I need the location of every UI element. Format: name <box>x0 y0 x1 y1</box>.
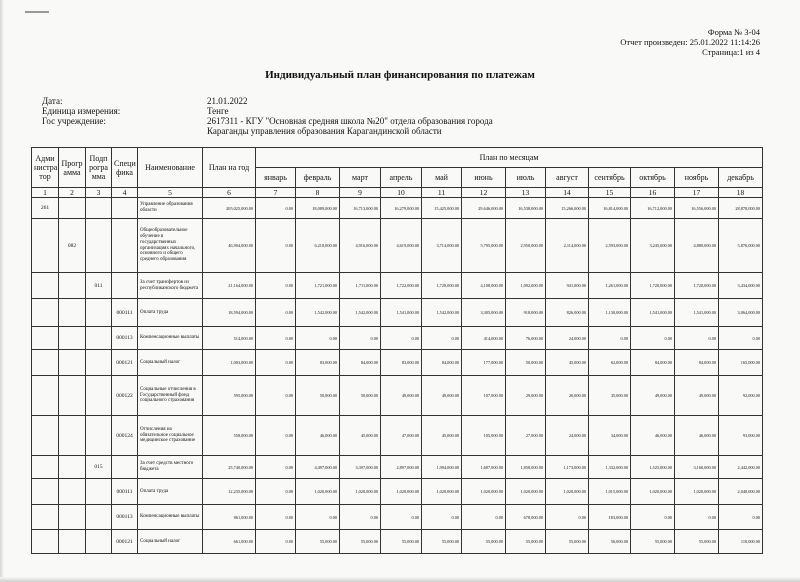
month-value-11: 55,000.00 <box>675 530 719 554</box>
month-value-11: 3,160,000.00 <box>675 456 719 479</box>
month-value-2: 46,000.00 <box>296 416 340 456</box>
month-value-4: 55,000.00 <box>381 530 422 554</box>
month-value-12: 92,000.00 <box>719 376 763 416</box>
month-value-7: 1,020,000.00 <box>506 479 546 505</box>
specifics-code <box>112 456 138 479</box>
month-value-8: 24,000.00 <box>546 327 589 350</box>
col-number-9: 9 <box>340 188 381 198</box>
month-value-10: 84,000.00 <box>631 350 675 376</box>
month-value-4: 1,722,000.00 <box>381 273 422 299</box>
month-value-3: 45,000.00 <box>340 416 381 456</box>
program-code <box>59 198 86 219</box>
col-number-11: 11 <box>422 188 462 198</box>
month-value-1: 0.00 <box>256 327 296 350</box>
subprogram-code <box>86 327 112 350</box>
month-header-9: сентябрь <box>589 168 631 188</box>
month-value-3: 0.00 <box>340 505 381 530</box>
month-value-12: 0.00 <box>719 327 763 350</box>
month-header-12: декабрь <box>719 168 763 188</box>
subprogram-code <box>86 219 112 273</box>
plan-year-value: 46,904,000.00 <box>203 219 256 273</box>
month-value-1: 0.00 <box>256 198 296 219</box>
month-value-3: 1,711,000.00 <box>340 273 381 299</box>
specifics-code: 000113 <box>112 505 138 530</box>
plan-year-value: 25,740,000.00 <box>203 456 256 479</box>
program-code <box>59 416 86 456</box>
specifics-code <box>112 273 138 299</box>
month-value-5: 84,000.00 <box>422 350 462 376</box>
table-row <box>32 376 763 416</box>
month-value-2: 50,000.00 <box>296 376 340 416</box>
month-value-12: 3,064,000.00 <box>719 299 763 327</box>
month-header-3: март <box>340 168 381 188</box>
month-value-4: 47,000.00 <box>381 416 422 456</box>
program-code <box>59 479 86 505</box>
date-value: 21.01.2022 <box>207 96 248 106</box>
month-value-3: 16,713,000.00 <box>340 198 381 219</box>
specifics-code: 000121 <box>112 530 138 554</box>
month-value-3: 84,000.00 <box>340 350 381 376</box>
report-produced: Отчет произведен: 25.01.2022 11:14:26 <box>620 37 760 47</box>
month-value-10: 0.00 <box>631 505 675 530</box>
month-value-11: 84,000.00 <box>675 350 719 376</box>
month-value-5: 3,714,000.00 <box>422 219 462 273</box>
subprogram-code <box>86 376 112 416</box>
month-value-10: 1,020,000.00 <box>631 479 675 505</box>
specifics-code: 000111 <box>112 299 138 327</box>
month-header-11: ноябрь <box>675 168 719 188</box>
month-value-10: 1,541,000.00 <box>631 299 675 327</box>
month-value-4: 1,020,000.00 <box>381 479 422 505</box>
month-value-12: 3,434,000.00 <box>719 273 763 299</box>
month-value-7: 1,858,000.00 <box>506 456 546 479</box>
program-code <box>59 327 86 350</box>
month-value-3: 1,020,000.00 <box>340 479 381 505</box>
month-value-11: 0.00 <box>675 505 719 530</box>
admin-code <box>32 416 59 456</box>
admin-code <box>32 456 59 479</box>
plan-year-value: 861,000.00 <box>203 505 256 530</box>
month-value-8: 1,173,000.00 <box>546 456 589 479</box>
month-value-4: 0.00 <box>381 505 422 530</box>
month-value-12: 0.00 <box>719 505 763 530</box>
month-value-1: 0.00 <box>256 479 296 505</box>
month-value-12: 2,040,000.00 <box>719 479 763 505</box>
month-value-6: 177,000.00 <box>462 350 506 376</box>
month-value-1: 0.00 <box>256 505 296 530</box>
month-value-5: 1,994,000.00 <box>422 456 462 479</box>
row-name: За счет средств местного бюджета <box>138 456 203 479</box>
table-row <box>32 299 763 327</box>
table-row <box>32 219 763 273</box>
month-value-6: 1,020,000.00 <box>462 479 506 505</box>
col-specifics-header: Специ фика <box>112 148 138 188</box>
month-value-10: 3,245,000.00 <box>631 219 675 273</box>
plan-year-value: 514,000.00 <box>203 327 256 350</box>
col-name-header: Наименование <box>138 148 203 188</box>
scan-shadow-left <box>0 0 4 582</box>
month-value-6: 1,687,000.00 <box>462 456 506 479</box>
plan-year-value: 1,003,000.00 <box>203 350 256 376</box>
month-value-9: 16,814,000.00 <box>589 198 631 219</box>
program-code <box>59 530 86 554</box>
table-row <box>32 505 763 530</box>
admin-code <box>32 505 59 530</box>
month-value-8: 1,020,000.00 <box>546 479 589 505</box>
row-name: За счет трансфертов из республиканского бюджета <box>138 273 203 299</box>
specifics-code: 000111 <box>112 479 138 505</box>
col-number-4: 4 <box>112 188 138 198</box>
month-value-1: 0.00 <box>256 219 296 273</box>
month-value-5: 0.00 <box>422 505 462 530</box>
subprogram-code <box>86 530 112 554</box>
subprogram-code <box>86 198 112 219</box>
month-value-11: 1,720,000.00 <box>675 273 719 299</box>
month-value-6: 55,000.00 <box>462 530 506 554</box>
col-number-14: 14 <box>546 188 589 198</box>
col-subprogram-header: Подп рогра мма <box>86 148 112 188</box>
col-number-7: 7 <box>256 188 296 198</box>
month-value-1: 0.00 <box>256 273 296 299</box>
month-value-9: 1,332,000.00 <box>589 456 631 479</box>
table-row <box>32 273 763 299</box>
month-header-2: февраль <box>296 168 340 188</box>
specifics-code <box>112 219 138 273</box>
month-value-9: 0.00 <box>589 327 631 350</box>
month-value-7: 29,000.00 <box>506 376 546 416</box>
month-header-10: октябрь <box>631 168 675 188</box>
month-value-9: 183,000.00 <box>589 505 631 530</box>
row-name: Общеобразовательное обучение в государственных организациях начального, основного и общего среднего образования <box>138 219 203 273</box>
col-number-18: 18 <box>719 188 763 198</box>
document-title: Индивидуальный план финансирования по платежам <box>265 69 535 81</box>
month-value-11: 4,880,000.00 <box>675 219 719 273</box>
table-row <box>32 530 763 554</box>
program-code <box>59 456 86 479</box>
month-value-8: 26,000.00 <box>546 376 589 416</box>
subprogram-code <box>86 479 112 505</box>
subprogram-code <box>86 350 112 376</box>
month-header-6: июнь <box>462 168 506 188</box>
month-header-7: июль <box>506 168 546 188</box>
month-value-7: 50,000.00 <box>506 350 546 376</box>
month-value-12: 5,876,000.00 <box>719 219 763 273</box>
specifics-code: 000122 <box>112 376 138 416</box>
month-value-1: 0.00 <box>256 350 296 376</box>
month-value-6: 5,795,000.00 <box>462 219 506 273</box>
row-name: Социальный налог <box>138 350 203 376</box>
month-value-6: 29,646,000.00 <box>462 198 506 219</box>
month-value-5: 0.00 <box>422 327 462 350</box>
admin-code <box>32 350 59 376</box>
col-number-1: 1 <box>32 188 59 198</box>
program-code <box>59 505 86 530</box>
month-value-11: 16,556,000.00 <box>675 198 719 219</box>
month-value-3: 50,000.00 <box>340 376 381 416</box>
month-value-9: 62,000.00 <box>589 350 631 376</box>
month-value-9: 2,593,000.00 <box>589 219 631 273</box>
month-value-6: 4,108,000.00 <box>462 273 506 299</box>
month-value-2: 1,721,000.00 <box>296 273 340 299</box>
unit-value: Тенге <box>207 106 229 116</box>
month-value-5: 15,425,000.00 <box>422 198 462 219</box>
month-value-10: 49,000.00 <box>631 376 675 416</box>
month-value-1: 0.00 <box>256 456 296 479</box>
col-number-8: 8 <box>296 188 340 198</box>
table-row <box>32 416 763 456</box>
month-value-7: 55,000.00 <box>506 530 546 554</box>
admin-code <box>32 376 59 416</box>
month-value-7: 918,000.00 <box>506 299 546 327</box>
row-name: Оплата труда <box>138 479 203 505</box>
date-label: Дата: <box>42 96 63 106</box>
month-value-7: 27,000.00 <box>506 416 546 456</box>
month-value-2: 83,000.00 <box>296 350 340 376</box>
table-row <box>32 479 763 505</box>
subprogram-code <box>86 299 112 327</box>
row-name: Социальный налог <box>138 530 203 554</box>
form-number: Форма № 3-04 <box>707 27 760 37</box>
table-row <box>32 198 763 219</box>
month-value-2: 0.00 <box>296 505 340 530</box>
row-name: Оплата труда <box>138 299 203 327</box>
month-value-10: 55,000.00 <box>631 530 675 554</box>
month-value-5: 1,542,000.00 <box>422 299 462 327</box>
month-value-10: 1,525,000.00 <box>631 456 675 479</box>
month-value-7: 76,000.00 <box>506 327 546 350</box>
col-number-3: 3 <box>86 188 112 198</box>
month-value-11: 1,020,000.00 <box>675 479 719 505</box>
month-value-6: 0.00 <box>462 505 506 530</box>
scan-mark <box>25 11 49 13</box>
specifics-code: 000113 <box>112 327 138 350</box>
month-value-3: 0.00 <box>340 327 381 350</box>
program-code <box>59 350 86 376</box>
month-value-8: 55,000.00 <box>546 530 589 554</box>
month-value-9: 56,000.00 <box>589 530 631 554</box>
month-value-7: 2,950,000.00 <box>506 219 546 273</box>
scan-shadow-bottom <box>0 577 800 582</box>
month-value-5: 45,000.00 <box>422 416 462 456</box>
col-number-6: 6 <box>203 188 256 198</box>
row-name: Управление образования области <box>138 198 203 219</box>
admin-code: 261 <box>32 198 59 219</box>
program-code: 082 <box>59 219 86 273</box>
admin-code <box>32 530 59 554</box>
subprogram-code <box>86 505 112 530</box>
specifics-code: 000121 <box>112 350 138 376</box>
program-code <box>59 376 86 416</box>
month-value-11: 46,000.00 <box>675 416 719 456</box>
month-value-9: 1,261,000.00 <box>589 273 631 299</box>
month-value-6: 414,000.00 <box>462 327 506 350</box>
month-value-7: 16,538,000.00 <box>506 198 546 219</box>
page-counter: Страница:1 из 4 <box>702 47 760 57</box>
month-value-4: 83,000.00 <box>381 350 422 376</box>
financing-plan-table <box>31 147 763 554</box>
month-header-4: апрель <box>381 168 422 188</box>
month-value-2: 4,497,000.00 <box>296 456 340 479</box>
month-header-5: май <box>422 168 462 188</box>
admin-code <box>32 327 59 350</box>
month-value-2: 6,218,000.00 <box>296 219 340 273</box>
col-number-10: 10 <box>381 188 422 198</box>
month-header-1: январь <box>256 168 296 188</box>
month-value-3: 3,397,000.00 <box>340 456 381 479</box>
plan-year-value: 21,164,000.00 <box>203 273 256 299</box>
month-value-6: 107,000.00 <box>462 376 506 416</box>
row-name: Компенсационные выплаты <box>138 505 203 530</box>
month-value-8: 24,000.00 <box>546 416 589 456</box>
month-value-8: 45,000.00 <box>546 350 589 376</box>
month-value-2: 55,000.00 <box>296 530 340 554</box>
month-value-11: 1,541,000.00 <box>675 299 719 327</box>
month-value-7: 1,092,000.00 <box>506 273 546 299</box>
col-admin-header: Адми нистра тор <box>32 148 59 188</box>
month-value-8: 15,266,000.00 <box>546 198 589 219</box>
month-value-12: 110,000.00 <box>719 530 763 554</box>
month-value-4: 49,000.00 <box>381 376 422 416</box>
month-value-9: 1,015,000.00 <box>589 479 631 505</box>
month-value-6: 3,305,000.00 <box>462 299 506 327</box>
col-number-16: 16 <box>631 188 675 198</box>
subprogram-code <box>86 416 112 456</box>
admin-code <box>32 299 59 327</box>
plan-year-value: 661,000.00 <box>203 530 256 554</box>
month-header-8: август <box>546 168 589 188</box>
month-value-4: 2,897,000.00 <box>381 456 422 479</box>
col-number-17: 17 <box>675 188 719 198</box>
month-value-1: 0.00 <box>256 299 296 327</box>
col-number-12: 12 <box>462 188 506 198</box>
month-value-12: 2,442,000.00 <box>719 456 763 479</box>
subprogram-code: 015 <box>86 456 112 479</box>
month-value-10: 16,712,000.00 <box>631 198 675 219</box>
month-value-5: 55,000.00 <box>422 530 462 554</box>
row-name: Отчисления на обязательное социальное медицинское страхование <box>138 416 203 456</box>
month-value-8: 2,114,000.00 <box>546 219 589 273</box>
col-program-header: Прогр амма <box>59 148 86 188</box>
col-number-2: 2 <box>59 188 86 198</box>
month-value-9: 34,000.00 <box>589 416 631 456</box>
month-value-11: 0.00 <box>675 327 719 350</box>
month-value-5: 1,020,000.00 <box>422 479 462 505</box>
col-number-15: 15 <box>589 188 631 198</box>
plan-year-value: 558,000.00 <box>203 416 256 456</box>
month-value-1: 0.00 <box>256 376 296 416</box>
col-number-5: 5 <box>138 188 203 198</box>
unit-label: Единица измерения: <box>42 106 121 116</box>
month-value-5: 49,000.00 <box>422 376 462 416</box>
month-value-2: 18,089,000.00 <box>296 198 340 219</box>
month-value-12: 28,878,000.00 <box>719 198 763 219</box>
specifics-code: 000124 <box>112 416 138 456</box>
month-value-2: 1,542,000.00 <box>296 299 340 327</box>
months-group-header: План по месяцам <box>256 148 763 168</box>
institution-value-line1: 2617311 - КГУ "Основная средняя школа №20" отдела образования города <box>207 116 493 126</box>
month-value-4: 0.00 <box>381 327 422 350</box>
month-value-9: 35,000.00 <box>589 376 631 416</box>
month-value-10: 0.00 <box>631 327 675 350</box>
month-value-4: 1,541,000.00 <box>381 299 422 327</box>
month-value-3: 4,916,000.00 <box>340 219 381 273</box>
plan-year-value: 205,025,000.00 <box>203 198 256 219</box>
month-value-4: 4,619,000.00 <box>381 219 422 273</box>
row-name: Компенсационные выплаты <box>138 327 203 350</box>
row-name: Социальные отчисления в Государственный фонд социального страхования <box>138 376 203 416</box>
month-value-1: 0.00 <box>256 530 296 554</box>
month-value-8: 0.00 <box>546 505 589 530</box>
month-value-8: 826,000.00 <box>546 299 589 327</box>
month-value-6: 105,000.00 <box>462 416 506 456</box>
subprogram-code: 011 <box>86 273 112 299</box>
col-number-13: 13 <box>506 188 546 198</box>
institution-label: Гос учреждение: <box>42 116 106 126</box>
month-value-1: 0.00 <box>256 416 296 456</box>
month-value-12: 165,000.00 <box>719 350 763 376</box>
month-value-12: 93,000.00 <box>719 416 763 456</box>
month-value-8: 941,000.00 <box>546 273 589 299</box>
plan-year-value: 18,594,000.00 <box>203 299 256 327</box>
admin-code <box>32 219 59 273</box>
plan-year-value: 595,000.00 <box>203 376 256 416</box>
month-value-4: 16,279,000.00 <box>381 198 422 219</box>
col-plan-header: План на год <box>203 148 256 188</box>
specifics-code <box>112 198 138 219</box>
admin-code <box>32 479 59 505</box>
plan-year-value: 12,235,000.00 <box>203 479 256 505</box>
admin-code <box>32 273 59 299</box>
month-value-5: 1,720,000.00 <box>422 273 462 299</box>
institution-value-line2: Караганды управления образования Карагандинской области <box>207 126 442 136</box>
program-code <box>59 273 86 299</box>
month-value-2: 1,020,000.00 <box>296 479 340 505</box>
month-value-3: 55,000.00 <box>340 530 381 554</box>
month-value-3: 1,542,000.00 <box>340 299 381 327</box>
table-row <box>32 350 763 376</box>
program-code <box>59 299 86 327</box>
month-value-10: 46,000.00 <box>631 416 675 456</box>
month-value-10: 1,720,000.00 <box>631 273 675 299</box>
month-value-7: 678,000.00 <box>506 505 546 530</box>
table-row <box>32 456 763 479</box>
month-value-2: 0.00 <box>296 327 340 350</box>
month-value-9: 1,130,000.00 <box>589 299 631 327</box>
table-row <box>32 327 763 350</box>
month-value-11: 49,000.00 <box>675 376 719 416</box>
